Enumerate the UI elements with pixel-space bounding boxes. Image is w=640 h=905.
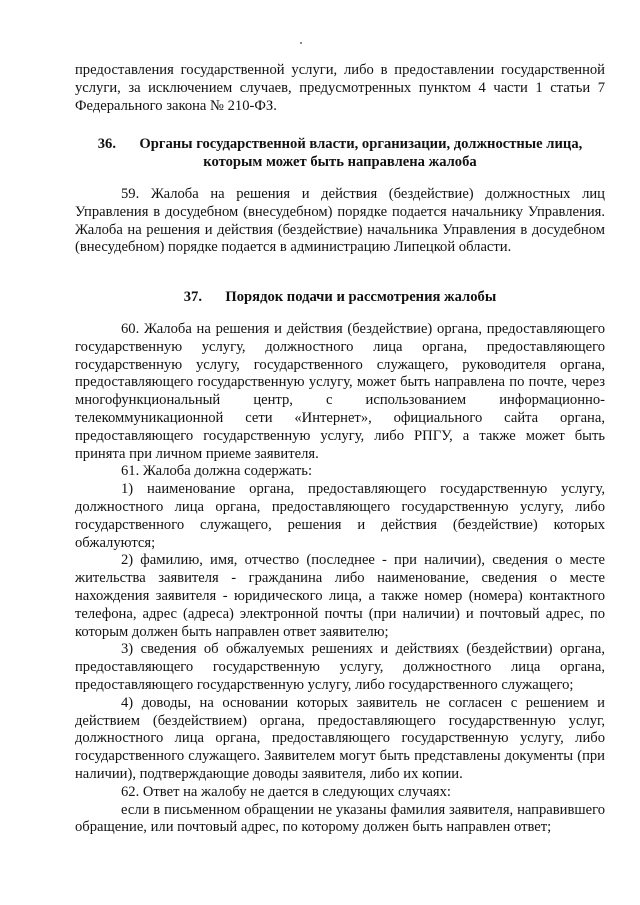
section-number: 36.	[97, 136, 116, 152]
paragraph-62: 62. Ответ на жалобу не дается в следующих случаях:	[121, 783, 451, 800]
list-item-4: 4) доводы, на основании которых заявитель не согласен с решением и действием (бездействием) органа, предоставляющего государственную услуг, должностного лица органа, предоставляющего государственную услугу, либо государственного служащего. Заявителем могут быть представлены документы (при наличии), подтверждающие доводы заявителя, либо их копии.	[75, 694, 605, 782]
section-title: Органы государственной власти, организации, должностные лица, которым может быть направлена жалоба	[139, 136, 583, 170]
paragraph-60: 60. Жалоба на решения и действия (бездействие) органа, предоставляющего государственную услугу, должностного лица органа, предоставляющего государственную услугу, государственного служащего, руководителя органа, предоставляющего государственную услугу, может быть направлена по почте, через многофункциональный центр, с использованием информационно-телекоммуникационной сети «Интернет», официального сайта органа, предоставляющего государственную услугу, либо РПГУ, а также может быть принята при личном приеме заявителя.	[75, 321, 605, 462]
section-number: 37.	[183, 289, 202, 305]
paragraph-62-case: если в письменном обращении не указаны фамилия заявителя, направившего обращение, или почтовый адрес, по которому должен быть направлен ответ;	[75, 801, 605, 836]
section-37-heading	[75, 288, 605, 306]
list-item-2: 2) фамилию, имя, отчество (последнее - при наличии), сведения о месте жительства заявителя - гражданина либо наименование, сведения о месте нахождения заявителя - юридического лица, а также номер (номера) контактного телефона, адрес (адреса) электронной почты (при наличии) и почтовый адрес, по которым должен быть направлен ответ заявителю;	[75, 552, 605, 640]
section-title: Порядок подачи и рассмотрения жалобы	[225, 289, 497, 305]
section-37-body	[75, 321, 605, 837]
list-item-3: 3) сведения об обжалуемых решениях и действиях (бездействии) органа, предоставляющего государственную услугу, должностного лица органа, предоставляющего государственную услугу, либо государственного служащего;	[75, 641, 605, 693]
list-item-1: 1) наименование органа, предоставляющего государственную услугу, должностного лица органа, предоставляющего государственную услугу, либо государственного служащего, решения и действия (бездействие) которых обжалуются;	[75, 481, 605, 551]
paragraph-61: 61. Жалоба должна содержать:	[121, 463, 312, 480]
scan-speck	[300, 42, 302, 44]
section-36-heading	[75, 135, 605, 171]
intro-paragraph: предоставления государственной услуги, либо в предоставлении государственной услуги, за исключением случаев, предусмотренных пунктом 4 части 1 статьи 7 Федерального закона № 210-ФЗ.	[75, 62, 605, 114]
paragraph-59: 59. Жалоба на решения и действия (бездействие) должностных лиц Управления в досудебном (внесудебном) порядке подается начальнику Управления. Жалоба на решения и действия (бездействие) начальника Управления в досудебном (внесудебном) порядке подается в администрацию Липецкой области.	[75, 186, 605, 256]
